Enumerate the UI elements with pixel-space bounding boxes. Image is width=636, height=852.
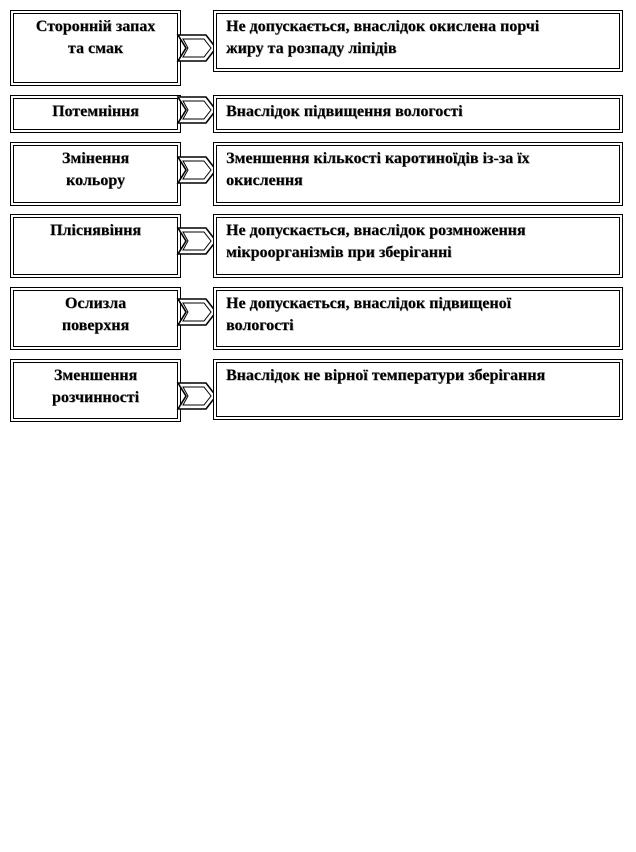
defect-box xyxy=(10,142,181,206)
chevron-arrow-icon xyxy=(176,297,218,327)
diagram-row xyxy=(0,95,636,133)
defect-label: Потемніння xyxy=(52,103,139,120)
defect-box xyxy=(10,359,181,422)
chevron-arrow-icon xyxy=(176,226,218,256)
cause-box xyxy=(213,142,623,206)
chevron-arrow-icon xyxy=(176,381,218,411)
defect-label: Ослизла поверхня xyxy=(61,295,130,334)
defect-box xyxy=(10,95,181,133)
cause-text: Не допускається, внаслідок розмноження мікроорганізмів при зберіганні xyxy=(226,222,526,261)
defect-box xyxy=(10,214,181,278)
cause-text: Внаслідок підвищення вологості xyxy=(226,103,463,120)
defect-label: Пліснявіння xyxy=(49,222,142,239)
cause-text: Не допускається, внаслідок окислена порчі жиру та розпаду ліпідів xyxy=(226,18,540,57)
chevron-arrow-icon xyxy=(176,95,218,125)
cause-box xyxy=(213,95,623,133)
cause-text: Внаслідок не вірної температури зберігання xyxy=(226,367,546,384)
diagram-row xyxy=(0,10,636,86)
diagram-row xyxy=(0,287,636,350)
cause-box xyxy=(213,287,623,350)
diagram-row xyxy=(0,214,636,278)
cause-box xyxy=(213,214,623,278)
cause-box xyxy=(213,10,623,72)
chevron-arrow-icon xyxy=(176,33,218,63)
chevron-arrow-icon xyxy=(176,155,218,185)
cause-text: Не допускається, внаслідок підвищеної вологості xyxy=(226,295,512,334)
diagram-row xyxy=(0,142,636,206)
defect-label: Зменшення розчинності xyxy=(51,367,140,406)
defect-label: Сторонній запах та смак xyxy=(35,18,156,57)
cause-box xyxy=(213,359,623,420)
cause-text: Зменшення кількості каротиноїдів із-за їх окислення xyxy=(226,150,530,189)
defect-box xyxy=(10,10,181,86)
defect-box xyxy=(10,287,181,350)
defect-label: Змінення кольору xyxy=(61,150,130,189)
diagram-row xyxy=(0,359,636,422)
